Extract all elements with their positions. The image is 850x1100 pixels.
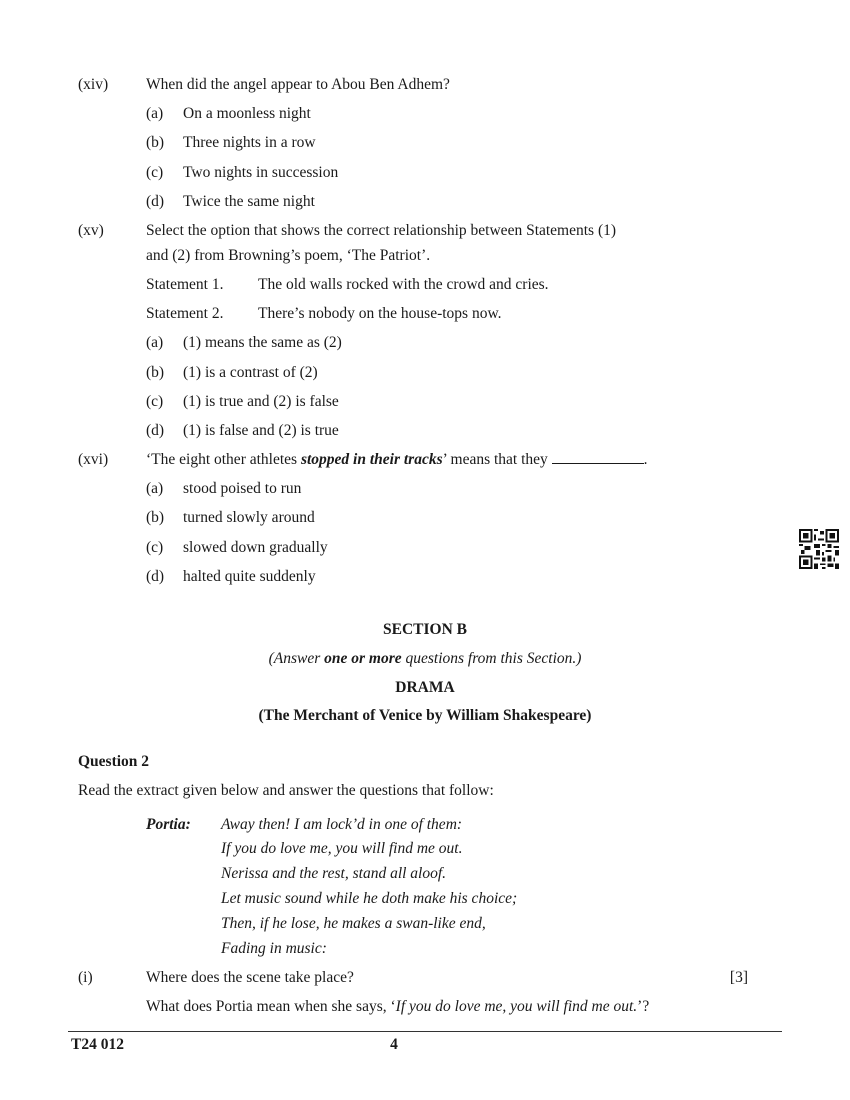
option-label: (c) bbox=[146, 164, 164, 181]
paper-code: T24 012 bbox=[71, 1036, 124, 1053]
question-number: (xv) bbox=[78, 222, 104, 239]
extract-line: Nerissa and the rest, stand all aloof. bbox=[221, 865, 447, 882]
option-text: (1) is false and (2) is true bbox=[183, 422, 339, 439]
option-label: (c) bbox=[146, 393, 164, 410]
option-text: stood poised to run bbox=[183, 480, 302, 497]
option-text: On a moonless night bbox=[183, 105, 311, 122]
option-label: (a) bbox=[146, 105, 164, 122]
statement-label: Statement 1. bbox=[146, 276, 224, 293]
extract-line: If you do love me, you will find me out. bbox=[221, 840, 463, 857]
question-stem bbox=[146, 451, 648, 469]
statement-text: The old walls rocked with the crowd and cries. bbox=[258, 276, 549, 293]
question-number: (xvi) bbox=[78, 451, 109, 468]
speaker-name: Portia: bbox=[146, 816, 191, 833]
option-label: (a) bbox=[146, 334, 164, 351]
extract-line: Then, if he lose, he makes a swan-like end, bbox=[221, 915, 486, 932]
instruction-text: (Answer bbox=[268, 650, 325, 667]
qr-code-icon bbox=[799, 529, 839, 569]
stem-text: . bbox=[643, 451, 648, 468]
option-text: (1) is true and (2) is false bbox=[183, 393, 339, 410]
option-label: (c) bbox=[146, 539, 164, 556]
question-stem-line: and (2) from Browning’s poem, ‘The Patriot’. bbox=[146, 247, 431, 264]
stem-emphasis: stopped in their tracks bbox=[300, 451, 443, 468]
statement-text: There’s nobody on the house-tops now. bbox=[258, 305, 502, 322]
option-text: (1) is a contrast of (2) bbox=[183, 364, 318, 381]
play-title: (The Merchant of Venice by William Shakespeare) bbox=[258, 707, 592, 724]
stem-text: ’ means that they bbox=[442, 451, 552, 468]
instruction-emphasis: one or more bbox=[324, 650, 402, 667]
statement-label: Statement 2. bbox=[146, 305, 224, 322]
answer-blank bbox=[552, 462, 644, 464]
option-text: slowed down gradually bbox=[183, 539, 328, 556]
option-label: (d) bbox=[146, 193, 165, 210]
section-instruction bbox=[0, 650, 850, 668]
extract-line: Let music sound while he doth make his choice; bbox=[221, 890, 518, 907]
marks-label: [3] bbox=[729, 969, 748, 986]
section-title: SECTION B bbox=[383, 621, 467, 638]
instruction-text: questions from this Section.) bbox=[401, 650, 582, 667]
sub-question-number: (i) bbox=[78, 969, 93, 986]
option-text: Two nights in succession bbox=[183, 164, 339, 181]
sub-question-text: Where does the scene take place? bbox=[146, 969, 354, 986]
sub-question-part: What does Portia mean when she says, ‘ bbox=[146, 998, 396, 1015]
subject-heading: DRAMA bbox=[395, 679, 455, 696]
option-label: (d) bbox=[146, 568, 165, 585]
question-stem: When did the angel appear to Abou Ben Adhem? bbox=[146, 76, 450, 93]
sub-question-text bbox=[146, 998, 649, 1016]
option-label: (d) bbox=[146, 422, 165, 439]
question-heading: Question 2 bbox=[78, 753, 150, 770]
question-intro: Read the extract given below and answer the questions that follow: bbox=[78, 782, 494, 799]
option-label: (b) bbox=[146, 509, 165, 526]
option-label: (b) bbox=[146, 364, 165, 381]
option-text: Twice the same night bbox=[183, 193, 315, 210]
option-text: Three nights in a row bbox=[183, 134, 316, 151]
sub-question-quote: If you do love me, you will find me out. bbox=[395, 998, 638, 1015]
sub-question-part: ’? bbox=[637, 998, 650, 1015]
footer-divider bbox=[68, 1031, 782, 1032]
option-text: halted quite suddenly bbox=[183, 568, 316, 585]
stem-text: ‘The eight other athletes bbox=[146, 451, 301, 468]
option-label: (b) bbox=[146, 134, 165, 151]
question-stem-line: Select the option that shows the correct relationship between Statements (1) bbox=[146, 222, 617, 239]
option-text: turned slowly around bbox=[183, 509, 315, 526]
option-label: (a) bbox=[146, 480, 164, 497]
extract-line: Fading in music: bbox=[221, 940, 327, 957]
extract-line: Away then! I am lock’d in one of them: bbox=[221, 816, 463, 833]
question-number: (xiv) bbox=[78, 76, 109, 93]
option-text: (1) means the same as (2) bbox=[183, 334, 342, 351]
page-number: 4 bbox=[390, 1036, 398, 1053]
